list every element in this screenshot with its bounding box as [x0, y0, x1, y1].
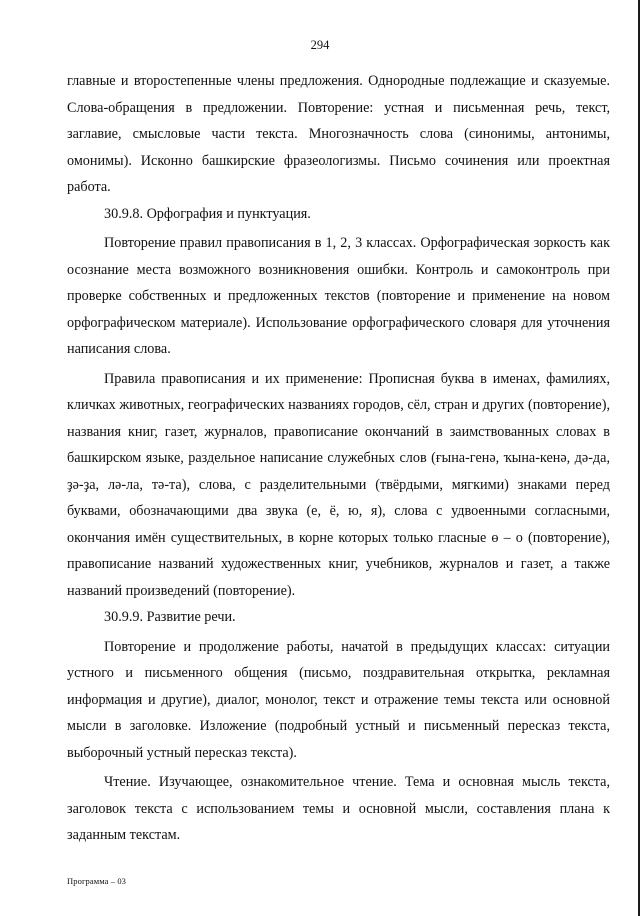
page-body — [67, 68, 610, 849]
section-heading-speech-development: 30.9.9. Развитие речи. — [104, 609, 236, 625]
paragraph-spelling-review: Повторение правил правописания в 1, 2, 3 классах. Орфографическая зоркость как осознание места возможного возникновения ошибки. Контроль и самоконтроль при проверке собственных и предложенных текстов (повторение и применение на новом орфографическом материале). Использование орфографического словаря для уточнения написания слова. — [67, 235, 610, 357]
section-heading-orthography: 30.9.8. Орфография и пунктуация. — [104, 205, 311, 222]
paragraph-spelling-rules: Правила правописания и их применение: Прописная буква в именах, фамилиях, кличках животных, географических названиях городов, сёл, стран и других (повторение), названия книг, газет, журналов, правописание окончаний в заимствованных словах в башкирском языке, раздельное написание служебных слов (ғына-генә, ҡына-кенә, дә-да, ҙә-ҙа, лә-ла, тә-та), слова, с разделительными (твёрдыми, мягкими) знаками перед буквами, обозначающими два звука (е, ё, ю, я), слова с удвоенными согласными, окончания имён существительных, в корне которых только гласные ө – о (повторение), правописание названий художественных книг, учебников, журналов и газет, а также названий произведений (повторение). — [67, 370, 610, 599]
paragraph-reading: Чтение. Изучающее, ознакомительное чтение. Тема и основная мысль текста, заголовок текста с использованием темы и основной мысли, составления плана к заданным текстам. — [67, 774, 610, 843]
paragraph-speech-review: Повторение и продолжение работы, начатой в предыдущих классах: ситуации устного и письменного общения (письмо, поздравительная открытка, рекламная информация и другие), диалог, монолог, текст и отражение темы текста или основной мысли в заголовке. Изложение (подробный устный и письменный пересказ текста, выборочный устный пересказ текста). — [67, 638, 610, 761]
page-footer: Программа – 03 — [67, 876, 127, 886]
page-number: 294 — [310, 38, 330, 52]
paragraph-continuation: главные и второстепенные члены предложения. Однородные подлежащие и сказуемые. Слова-обращения в предложении. Повторение: устная и письменная речь, текст, заглавие, смысловые части текста. Многозначность слова (синонимы, антонимы, омонимы). Исконно башкирские фразеологизмы. Письмо сочинения или проектная работа. — [67, 73, 610, 195]
